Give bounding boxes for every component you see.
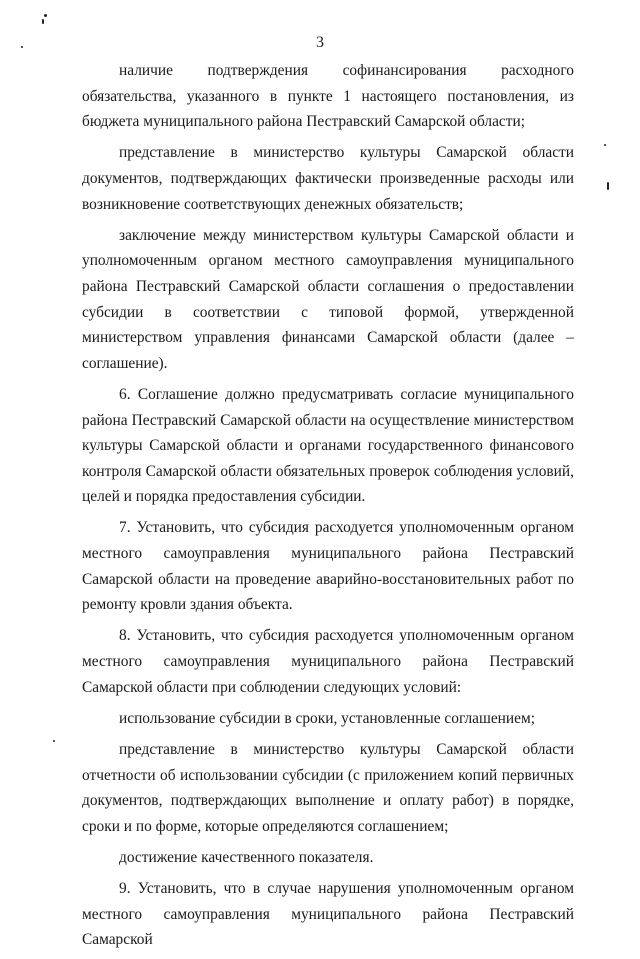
paragraph: использование субсидии в сроки, установленные соглашением; [119,709,535,727]
paragraph-item-8: 8. Установить, что субсидия расходуется уполномоченным органом местного самоуправления муниципального района Пестравский Самарской области при соблюдении следующих условий: [82,627,574,696]
scan-speck [42,19,44,24]
scan-speck [53,740,55,742]
scan-speck [604,144,606,146]
scan-speck [44,14,47,17]
page-number: 3 [316,34,324,51]
scan-speck [21,46,23,48]
paragraph: достижение качественного показателя. [119,848,374,866]
document-body [82,58,574,959]
paragraph: представление в министерство культуры Самарской области документов, подтверждающих фактически произведенные расходы или возникновение соответствующих денежных обязательств; [82,144,574,213]
paragraph-item-6: 6. Соглашение должно предусматривать согласие муниципального района Пестравский Самарской области на осуществление министерством культуры Самарской области и органами государственного финансового контроля Самарской области обязательных проверок соблюдения условий, целей и порядка предоставления субсидии. [82,385,574,506]
scan-speck [607,182,609,190]
paragraph-item-7: 7. Установить, что субсидия расходуется уполномоченным органом местного самоуправления муниципального района Пестравский Самарской области на проведение аварийно-восстановительных работ по ремонту кровли здания объекта. [82,519,574,614]
paragraph: наличие подтверждения софинансирования расходного обязательства, указанного в пункте 1 настоящего постановления, из бюджета муниципального района Пестравский Самарской области; [82,62,574,131]
paragraph: представление в министерство культуры Самарской области отчетности об использовании субсидии (с приложением копий первичных документов, подтверждающих выполнение и оплату работ) в порядке, сроки и по форме, которые определяются соглашением; [82,741,574,835]
paragraph: заключение между министерством культуры Самарской области и уполномоченным органом местного самоуправления муниципального района Пестравский Самарской области соглашения о предоставлении субсидии в соответствии с типовой формой, утвержденной министерством управления финансами Самарской области (далее – соглашение). [82,226,574,372]
paragraph-item-9: 9. Установить, что в случае нарушения уполномоченным органом местного самоуправления муниципального района Пестравский Самарской [82,880,574,949]
